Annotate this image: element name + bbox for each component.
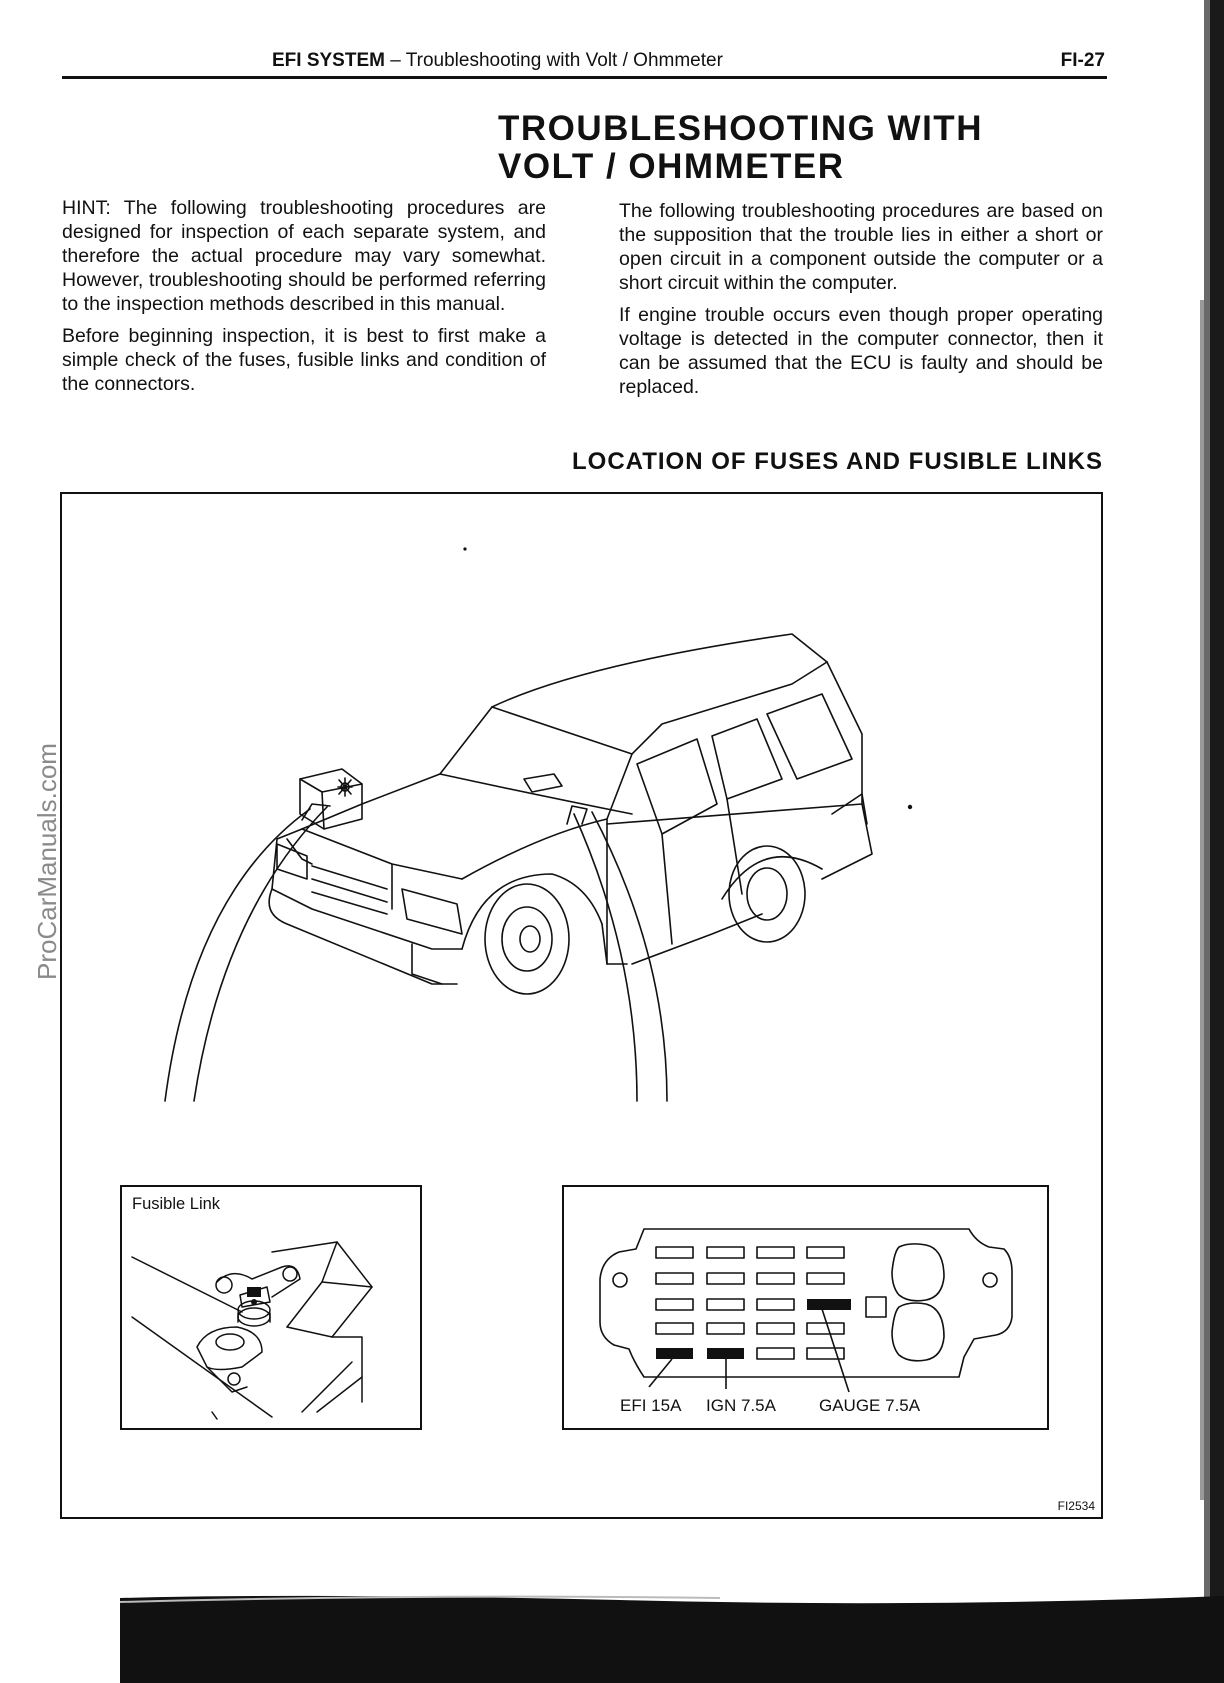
fusible-link-label: Fusible Link [132, 1195, 221, 1213]
section-heading: LOCATION OF FUSES AND FUSIBLE LINKS [572, 448, 1103, 475]
header-section-title: EFI SYSTEM – Troubleshooting with Volt / Ohmmeter [272, 50, 723, 71]
fusible-link-inset [120, 1185, 422, 1430]
ecu-paragraph: If engine trouble occurs even though proper operating voltage is detected in the computer connector, then it can be assumed that the ECU is faulty and should be replaced. [619, 304, 1103, 398]
fusible-link-drawing [122, 1187, 420, 1428]
fuse-location-figure [60, 492, 1103, 1519]
title-line-2: VOLT / OHMMETER [498, 147, 845, 186]
title-line-1: TROUBLESHOOTING WITH [498, 109, 983, 148]
left-column [62, 196, 546, 404]
watermark: ProCarManuals.com [32, 743, 62, 980]
gauge-fuse-label: GAUGE 7.5A [819, 1396, 921, 1415]
fuse-box-inset [562, 1185, 1049, 1430]
hint-paragraph: HINT: The following troubleshooting procedures are designed for inspection of each separate system, and therefore the actual procedure may vary somewhat. However, troubleshooting should be performed referring to the inspection methods described in this manual. [62, 197, 546, 315]
supposition-paragraph: The following troubleshooting procedures are based on the supposition that the trouble lies in either a short or open circuit in a component outside the computer or a short circuit within the computer. [619, 200, 1103, 294]
fuse-box-drawing [564, 1187, 1047, 1428]
efi-fuse-label: EFI 15A [620, 1396, 682, 1415]
page-title [498, 110, 983, 186]
page-header [62, 48, 1107, 79]
ign-fuse-label: IGN 7.5A [706, 1396, 776, 1415]
right-column [619, 199, 1103, 407]
inspection-paragraph: Before beginning inspection, it is best to first make a simple check of the fuses, fusible links and condition of the connectors. [62, 325, 546, 395]
scan-edge-right [1192, 0, 1224, 1683]
scan-edge-bottom [120, 1588, 1224, 1683]
page-number: FI-27 [1060, 50, 1105, 71]
figure-code: FI2534 [1057, 1499, 1095, 1513]
